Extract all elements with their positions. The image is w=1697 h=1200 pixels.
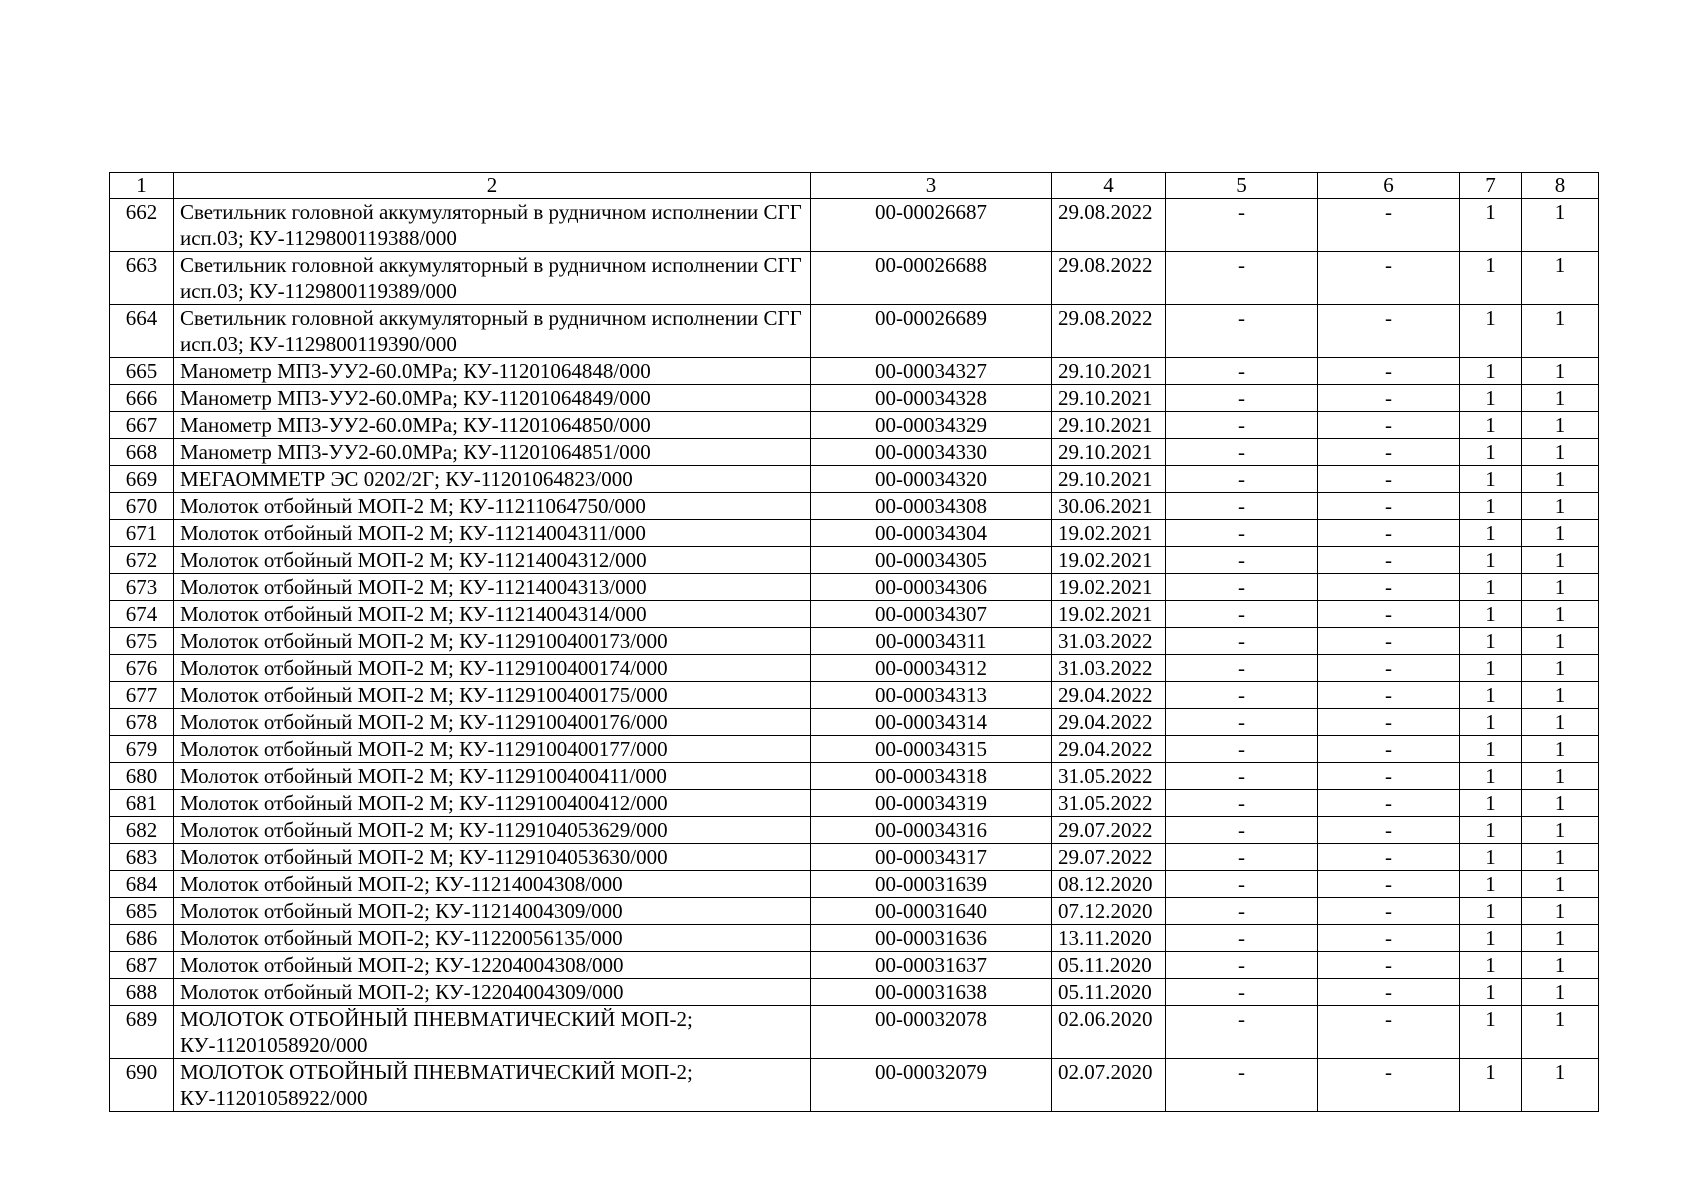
table-row [110, 601, 1599, 628]
cell-row-number: 674 [110, 601, 174, 628]
cell-inventory-code: 00-00034327 [811, 358, 1052, 385]
table-row [110, 682, 1599, 709]
cell-col-5: - [1166, 305, 1318, 358]
cell-date: 31.05.2022 [1052, 790, 1166, 817]
cell-col-8: 1 [1522, 817, 1599, 844]
cell-item-name: МОЛОТОК ОТБОЙНЫЙ ПНЕВМАТИЧЕСКИЙ МОП-2; КУ-11201058920/000 [174, 1006, 811, 1059]
cell-date: 29.04.2022 [1052, 709, 1166, 736]
cell-col-7: 1 [1460, 358, 1522, 385]
cell-inventory-code: 00-00034308 [811, 493, 1052, 520]
table-row [110, 736, 1599, 763]
cell-col-6: - [1318, 493, 1460, 520]
cell-col-5: - [1166, 817, 1318, 844]
cell-col-7: 1 [1460, 1006, 1522, 1059]
cell-col-8: 1 [1522, 979, 1599, 1006]
cell-col-6: - [1318, 601, 1460, 628]
cell-inventory-code: 00-00034311 [811, 628, 1052, 655]
table-row [110, 763, 1599, 790]
table-row [110, 790, 1599, 817]
cell-col-7: 1 [1460, 199, 1522, 252]
table-row [110, 898, 1599, 925]
cell-item-name: МЕГАОММЕТР ЭС 0202/2Г; КУ-11201064823/000 [174, 466, 811, 493]
table-row [110, 493, 1599, 520]
cell-col-6: - [1318, 412, 1460, 439]
cell-col-8: 1 [1522, 574, 1599, 601]
cell-col-6: - [1318, 1059, 1460, 1112]
cell-col-5: - [1166, 1059, 1318, 1112]
cell-col-5: - [1166, 385, 1318, 412]
table-body [110, 199, 1599, 1112]
cell-inventory-code: 00-00034318 [811, 763, 1052, 790]
cell-col-7: 1 [1460, 305, 1522, 358]
cell-col-5: - [1166, 736, 1318, 763]
cell-col-5: - [1166, 520, 1318, 547]
cell-date: 29.08.2022 [1052, 199, 1166, 252]
cell-row-number: 679 [110, 736, 174, 763]
cell-col-8: 1 [1522, 844, 1599, 871]
cell-col-8: 1 [1522, 1006, 1599, 1059]
cell-item-name: Молоток отбойный МОП-2 М; КУ-11211064750/000 [174, 493, 811, 520]
cell-col-7: 1 [1460, 844, 1522, 871]
cell-col-7: 1 [1460, 709, 1522, 736]
table-row [110, 466, 1599, 493]
table-row [110, 979, 1599, 1006]
column-header-1: 1 [110, 173, 174, 199]
cell-date: 05.11.2020 [1052, 979, 1166, 1006]
table-row [110, 952, 1599, 979]
cell-row-number: 669 [110, 466, 174, 493]
cell-row-number: 671 [110, 520, 174, 547]
cell-col-6: - [1318, 871, 1460, 898]
table-row [110, 385, 1599, 412]
cell-row-number: 673 [110, 574, 174, 601]
cell-item-name: Молоток отбойный МОП-2 М; КУ-1129100400174/000 [174, 655, 811, 682]
cell-col-7: 1 [1460, 979, 1522, 1006]
cell-col-8: 1 [1522, 871, 1599, 898]
cell-col-8: 1 [1522, 952, 1599, 979]
cell-col-8: 1 [1522, 736, 1599, 763]
cell-col-8: 1 [1522, 412, 1599, 439]
cell-inventory-code: 00-00031639 [811, 871, 1052, 898]
cell-date: 29.04.2022 [1052, 736, 1166, 763]
cell-row-number: 672 [110, 547, 174, 574]
cell-inventory-code: 00-00031636 [811, 925, 1052, 952]
cell-col-7: 1 [1460, 628, 1522, 655]
cell-date: 02.06.2020 [1052, 1006, 1166, 1059]
cell-col-7: 1 [1460, 412, 1522, 439]
cell-item-name: Молоток отбойный МОП-2; КУ-12204004308/000 [174, 952, 811, 979]
cell-col-8: 1 [1522, 898, 1599, 925]
cell-inventory-code: 00-00034306 [811, 574, 1052, 601]
cell-date: 29.08.2022 [1052, 252, 1166, 305]
table-row [110, 439, 1599, 466]
table-row [110, 412, 1599, 439]
cell-col-8: 1 [1522, 1059, 1599, 1112]
cell-col-6: - [1318, 358, 1460, 385]
cell-col-6: - [1318, 709, 1460, 736]
cell-date: 08.12.2020 [1052, 871, 1166, 898]
cell-col-5: - [1166, 252, 1318, 305]
table-row [110, 655, 1599, 682]
cell-col-5: - [1166, 466, 1318, 493]
table-row [110, 871, 1599, 898]
cell-col-5: - [1166, 358, 1318, 385]
cell-col-8: 1 [1522, 682, 1599, 709]
cell-inventory-code: 00-00034319 [811, 790, 1052, 817]
cell-col-6: - [1318, 305, 1460, 358]
cell-inventory-code: 00-00034317 [811, 844, 1052, 871]
cell-item-name: Манометр МП3-УУ2-60.0МРа; КУ-11201064851/000 [174, 439, 811, 466]
cell-col-7: 1 [1460, 682, 1522, 709]
column-header-4: 4 [1052, 173, 1166, 199]
cell-inventory-code: 00-00034313 [811, 682, 1052, 709]
cell-item-name: Молоток отбойный МОП-2 М; КУ-1129104053630/000 [174, 844, 811, 871]
cell-col-5: - [1166, 898, 1318, 925]
cell-inventory-code: 00-00034316 [811, 817, 1052, 844]
cell-col-5: - [1166, 952, 1318, 979]
cell-inventory-code: 00-00034307 [811, 601, 1052, 628]
cell-col-7: 1 [1460, 790, 1522, 817]
table-row [110, 520, 1599, 547]
column-header-2: 2 [174, 173, 811, 199]
cell-item-name: Молоток отбойный МОП-2 М; КУ-1129100400173/000 [174, 628, 811, 655]
cell-date: 29.08.2022 [1052, 305, 1166, 358]
cell-inventory-code: 00-00034330 [811, 439, 1052, 466]
cell-col-8: 1 [1522, 305, 1599, 358]
cell-row-number: 690 [110, 1059, 174, 1112]
cell-col-6: - [1318, 844, 1460, 871]
cell-col-5: - [1166, 439, 1318, 466]
cell-col-7: 1 [1460, 601, 1522, 628]
cell-col-5: - [1166, 763, 1318, 790]
cell-inventory-code: 00-00031637 [811, 952, 1052, 979]
cell-row-number: 662 [110, 199, 174, 252]
cell-inventory-code: 00-00032078 [811, 1006, 1052, 1059]
cell-date: 13.11.2020 [1052, 925, 1166, 952]
cell-col-8: 1 [1522, 655, 1599, 682]
cell-col-5: - [1166, 925, 1318, 952]
cell-date: 19.02.2021 [1052, 547, 1166, 574]
cell-col-7: 1 [1460, 655, 1522, 682]
cell-date: 05.11.2020 [1052, 952, 1166, 979]
cell-col-5: - [1166, 574, 1318, 601]
cell-row-number: 688 [110, 979, 174, 1006]
cell-col-6: - [1318, 439, 1460, 466]
cell-col-6: - [1318, 952, 1460, 979]
table-row [110, 305, 1599, 358]
cell-col-8: 1 [1522, 439, 1599, 466]
cell-row-number: 668 [110, 439, 174, 466]
cell-item-name: Светильник головной аккумуляторный в рудничном исполнении СГГ исп.03; КУ-1129800119388/000 [174, 199, 811, 252]
cell-date: 29.04.2022 [1052, 682, 1166, 709]
cell-date: 30.06.2021 [1052, 493, 1166, 520]
cell-col-6: - [1318, 628, 1460, 655]
cell-row-number: 678 [110, 709, 174, 736]
cell-col-8: 1 [1522, 601, 1599, 628]
cell-inventory-code: 00-00034320 [811, 466, 1052, 493]
cell-item-name: Молоток отбойный МОП-2 М; КУ-1129100400176/000 [174, 709, 811, 736]
cell-item-name: Молоток отбойный МОП-2 М; КУ-1129100400412/000 [174, 790, 811, 817]
table-row [110, 1059, 1599, 1112]
cell-item-name: Молоток отбойный МОП-2 М; КУ-11214004312/000 [174, 547, 811, 574]
cell-row-number: 663 [110, 252, 174, 305]
cell-col-8: 1 [1522, 520, 1599, 547]
cell-col-8: 1 [1522, 763, 1599, 790]
cell-date: 02.07.2020 [1052, 1059, 1166, 1112]
header-row [110, 173, 1599, 199]
cell-col-7: 1 [1460, 520, 1522, 547]
cell-inventory-code: 00-00034314 [811, 709, 1052, 736]
cell-inventory-code: 00-00034305 [811, 547, 1052, 574]
cell-inventory-code: 00-00034328 [811, 385, 1052, 412]
column-header-3: 3 [811, 173, 1052, 199]
cell-item-name: Светильник головной аккумуляторный в рудничном исполнении СГГ исп.03; КУ-1129800119389/000 [174, 252, 811, 305]
cell-item-name: Манометр МП3-УУ2-60.0МРа; КУ-11201064849/000 [174, 385, 811, 412]
column-header-6: 6 [1318, 173, 1460, 199]
cell-col-5: - [1166, 1006, 1318, 1059]
cell-row-number: 687 [110, 952, 174, 979]
cell-col-6: - [1318, 385, 1460, 412]
table-row [110, 358, 1599, 385]
cell-col-5: - [1166, 601, 1318, 628]
cell-date: 19.02.2021 [1052, 601, 1166, 628]
cell-date: 07.12.2020 [1052, 898, 1166, 925]
table-row [110, 709, 1599, 736]
cell-row-number: 684 [110, 871, 174, 898]
cell-col-6: - [1318, 925, 1460, 952]
cell-date: 29.10.2021 [1052, 439, 1166, 466]
cell-col-5: - [1166, 199, 1318, 252]
cell-row-number: 670 [110, 493, 174, 520]
cell-col-8: 1 [1522, 493, 1599, 520]
cell-col-6: - [1318, 520, 1460, 547]
cell-inventory-code: 00-00034329 [811, 412, 1052, 439]
cell-col-6: - [1318, 817, 1460, 844]
cell-inventory-code: 00-00026688 [811, 252, 1052, 305]
cell-inventory-code: 00-00034312 [811, 655, 1052, 682]
cell-item-name: Молоток отбойный МОП-2; КУ-11220056135/000 [174, 925, 811, 952]
cell-col-8: 1 [1522, 199, 1599, 252]
cell-item-name: Светильник головной аккумуляторный в рудничном исполнении СГГ исп.03; КУ-1129800119390/000 [174, 305, 811, 358]
cell-col-7: 1 [1460, 817, 1522, 844]
cell-col-5: - [1166, 547, 1318, 574]
cell-date: 31.03.2022 [1052, 628, 1166, 655]
inventory-table [109, 172, 1599, 1112]
cell-row-number: 667 [110, 412, 174, 439]
cell-col-7: 1 [1460, 871, 1522, 898]
cell-col-5: - [1166, 628, 1318, 655]
cell-inventory-code: 00-00034304 [811, 520, 1052, 547]
cell-col-6: - [1318, 736, 1460, 763]
cell-item-name: Молоток отбойный МОП-2 М; КУ-1129100400411/000 [174, 763, 811, 790]
cell-row-number: 689 [110, 1006, 174, 1059]
table-row [110, 1006, 1599, 1059]
cell-col-6: - [1318, 790, 1460, 817]
cell-row-number: 676 [110, 655, 174, 682]
cell-col-5: - [1166, 844, 1318, 871]
cell-item-name: Молоток отбойный МОП-2 М; КУ-11214004313/000 [174, 574, 811, 601]
cell-col-5: - [1166, 979, 1318, 1006]
cell-item-name: Молоток отбойный МОП-2 М; КУ-11214004311/000 [174, 520, 811, 547]
cell-item-name: Молоток отбойный МОП-2; КУ-11214004308/000 [174, 871, 811, 898]
cell-col-6: - [1318, 898, 1460, 925]
cell-col-5: - [1166, 682, 1318, 709]
cell-col-6: - [1318, 655, 1460, 682]
cell-col-5: - [1166, 871, 1318, 898]
table-row [110, 628, 1599, 655]
cell-date: 29.10.2021 [1052, 385, 1166, 412]
cell-row-number: 680 [110, 763, 174, 790]
cell-col-6: - [1318, 763, 1460, 790]
cell-row-number: 664 [110, 305, 174, 358]
column-header-7: 7 [1460, 173, 1522, 199]
cell-col-8: 1 [1522, 547, 1599, 574]
cell-date: 29.10.2021 [1052, 358, 1166, 385]
cell-date: 29.07.2022 [1052, 844, 1166, 871]
cell-item-name: Молоток отбойный МОП-2 М; КУ-1129100400177/000 [174, 736, 811, 763]
cell-col-6: - [1318, 466, 1460, 493]
cell-row-number: 665 [110, 358, 174, 385]
table-row [110, 925, 1599, 952]
cell-inventory-code: 00-00031638 [811, 979, 1052, 1006]
cell-row-number: 682 [110, 817, 174, 844]
column-header-5: 5 [1166, 173, 1318, 199]
cell-col-8: 1 [1522, 252, 1599, 305]
cell-item-name: Молоток отбойный МОП-2 М; КУ-1129104053629/000 [174, 817, 811, 844]
cell-col-7: 1 [1460, 252, 1522, 305]
cell-row-number: 686 [110, 925, 174, 952]
cell-inventory-code: 00-00032079 [811, 1059, 1052, 1112]
cell-col-6: - [1318, 1006, 1460, 1059]
cell-col-5: - [1166, 655, 1318, 682]
cell-col-7: 1 [1460, 763, 1522, 790]
cell-col-8: 1 [1522, 709, 1599, 736]
cell-col-5: - [1166, 412, 1318, 439]
cell-col-6: - [1318, 547, 1460, 574]
cell-col-8: 1 [1522, 358, 1599, 385]
cell-col-6: - [1318, 199, 1460, 252]
table-row [110, 574, 1599, 601]
cell-item-name: Манометр МП3-УУ2-60.0МРа; КУ-11201064850/000 [174, 412, 811, 439]
cell-col-6: - [1318, 574, 1460, 601]
cell-item-name: Манометр МП3-УУ2-60.0МРа; КУ-11201064848/000 [174, 358, 811, 385]
cell-inventory-code: 00-00026687 [811, 199, 1052, 252]
cell-col-8: 1 [1522, 925, 1599, 952]
cell-col-6: - [1318, 252, 1460, 305]
table-header [110, 173, 1599, 199]
table-row [110, 844, 1599, 871]
cell-col-5: - [1166, 709, 1318, 736]
cell-col-7: 1 [1460, 493, 1522, 520]
cell-col-7: 1 [1460, 736, 1522, 763]
cell-col-7: 1 [1460, 898, 1522, 925]
cell-col-5: - [1166, 790, 1318, 817]
cell-row-number: 681 [110, 790, 174, 817]
cell-col-7: 1 [1460, 574, 1522, 601]
cell-col-7: 1 [1460, 466, 1522, 493]
cell-item-name: МОЛОТОК ОТБОЙНЫЙ ПНЕВМАТИЧЕСКИЙ МОП-2; КУ-11201058922/000 [174, 1059, 811, 1112]
cell-date: 29.07.2022 [1052, 817, 1166, 844]
cell-item-name: Молоток отбойный МОП-2 М; КУ-1129100400175/000 [174, 682, 811, 709]
column-header-8: 8 [1522, 173, 1599, 199]
cell-col-7: 1 [1460, 925, 1522, 952]
cell-item-name: Молоток отбойный МОП-2 М; КУ-11214004314/000 [174, 601, 811, 628]
cell-col-6: - [1318, 682, 1460, 709]
cell-col-8: 1 [1522, 466, 1599, 493]
cell-date: 29.10.2021 [1052, 466, 1166, 493]
cell-date: 31.03.2022 [1052, 655, 1166, 682]
cell-date: 31.05.2022 [1052, 763, 1166, 790]
cell-col-7: 1 [1460, 547, 1522, 574]
cell-inventory-code: 00-00026689 [811, 305, 1052, 358]
cell-col-6: - [1318, 979, 1460, 1006]
cell-col-5: - [1166, 493, 1318, 520]
cell-row-number: 685 [110, 898, 174, 925]
table-row [110, 817, 1599, 844]
cell-item-name: Молоток отбойный МОП-2; КУ-11214004309/000 [174, 898, 811, 925]
cell-col-7: 1 [1460, 439, 1522, 466]
cell-row-number: 666 [110, 385, 174, 412]
cell-date: 29.10.2021 [1052, 412, 1166, 439]
cell-col-7: 1 [1460, 952, 1522, 979]
cell-inventory-code: 00-00031640 [811, 898, 1052, 925]
cell-inventory-code: 00-00034315 [811, 736, 1052, 763]
cell-col-8: 1 [1522, 385, 1599, 412]
cell-col-8: 1 [1522, 628, 1599, 655]
table-row [110, 547, 1599, 574]
cell-col-7: 1 [1460, 1059, 1522, 1112]
cell-col-7: 1 [1460, 385, 1522, 412]
cell-row-number: 677 [110, 682, 174, 709]
table-row [110, 199, 1599, 252]
table-row [110, 252, 1599, 305]
cell-col-8: 1 [1522, 790, 1599, 817]
cell-item-name: Молоток отбойный МОП-2; КУ-12204004309/000 [174, 979, 811, 1006]
cell-row-number: 683 [110, 844, 174, 871]
cell-row-number: 675 [110, 628, 174, 655]
cell-date: 19.02.2021 [1052, 520, 1166, 547]
cell-date: 19.02.2021 [1052, 574, 1166, 601]
